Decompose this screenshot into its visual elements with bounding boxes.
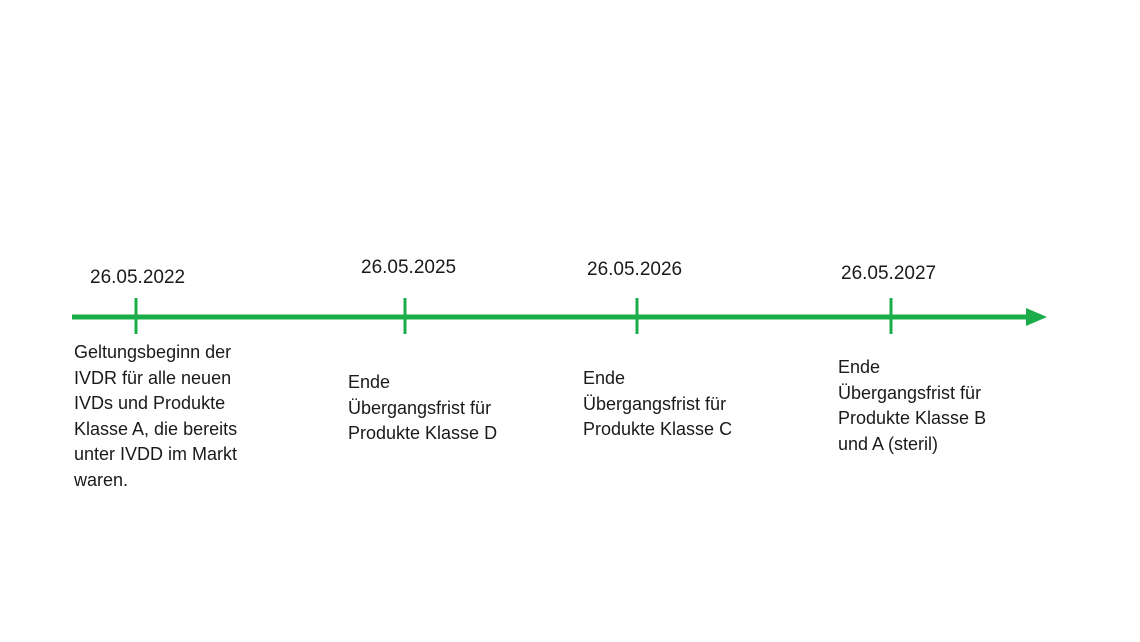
timeline-arrowhead [1026, 308, 1047, 326]
event-date-2022: 26.05.2022 [90, 267, 186, 288]
event-description-2022: Geltungsbeginn der IVDR für alle neuen IVDs und Produkte Klasse A, die bereits unter IVDD im Markt waren. [74, 342, 238, 490]
event-date-2027: 26.05.2027 [841, 263, 937, 284]
event-date-2025: 26.05.2025 [361, 257, 457, 278]
event-description-2026: Ende Übergangsfrist für Produkte Klasse C [583, 368, 733, 439]
event-date-2026: 26.05.2026 [587, 259, 683, 280]
event-description-2025: Ende Übergangsfrist für Produkte Klasse D [348, 372, 498, 443]
event-description-2027: Ende Übergangsfrist für Produkte Klasse B und A (steril) [838, 357, 987, 454]
